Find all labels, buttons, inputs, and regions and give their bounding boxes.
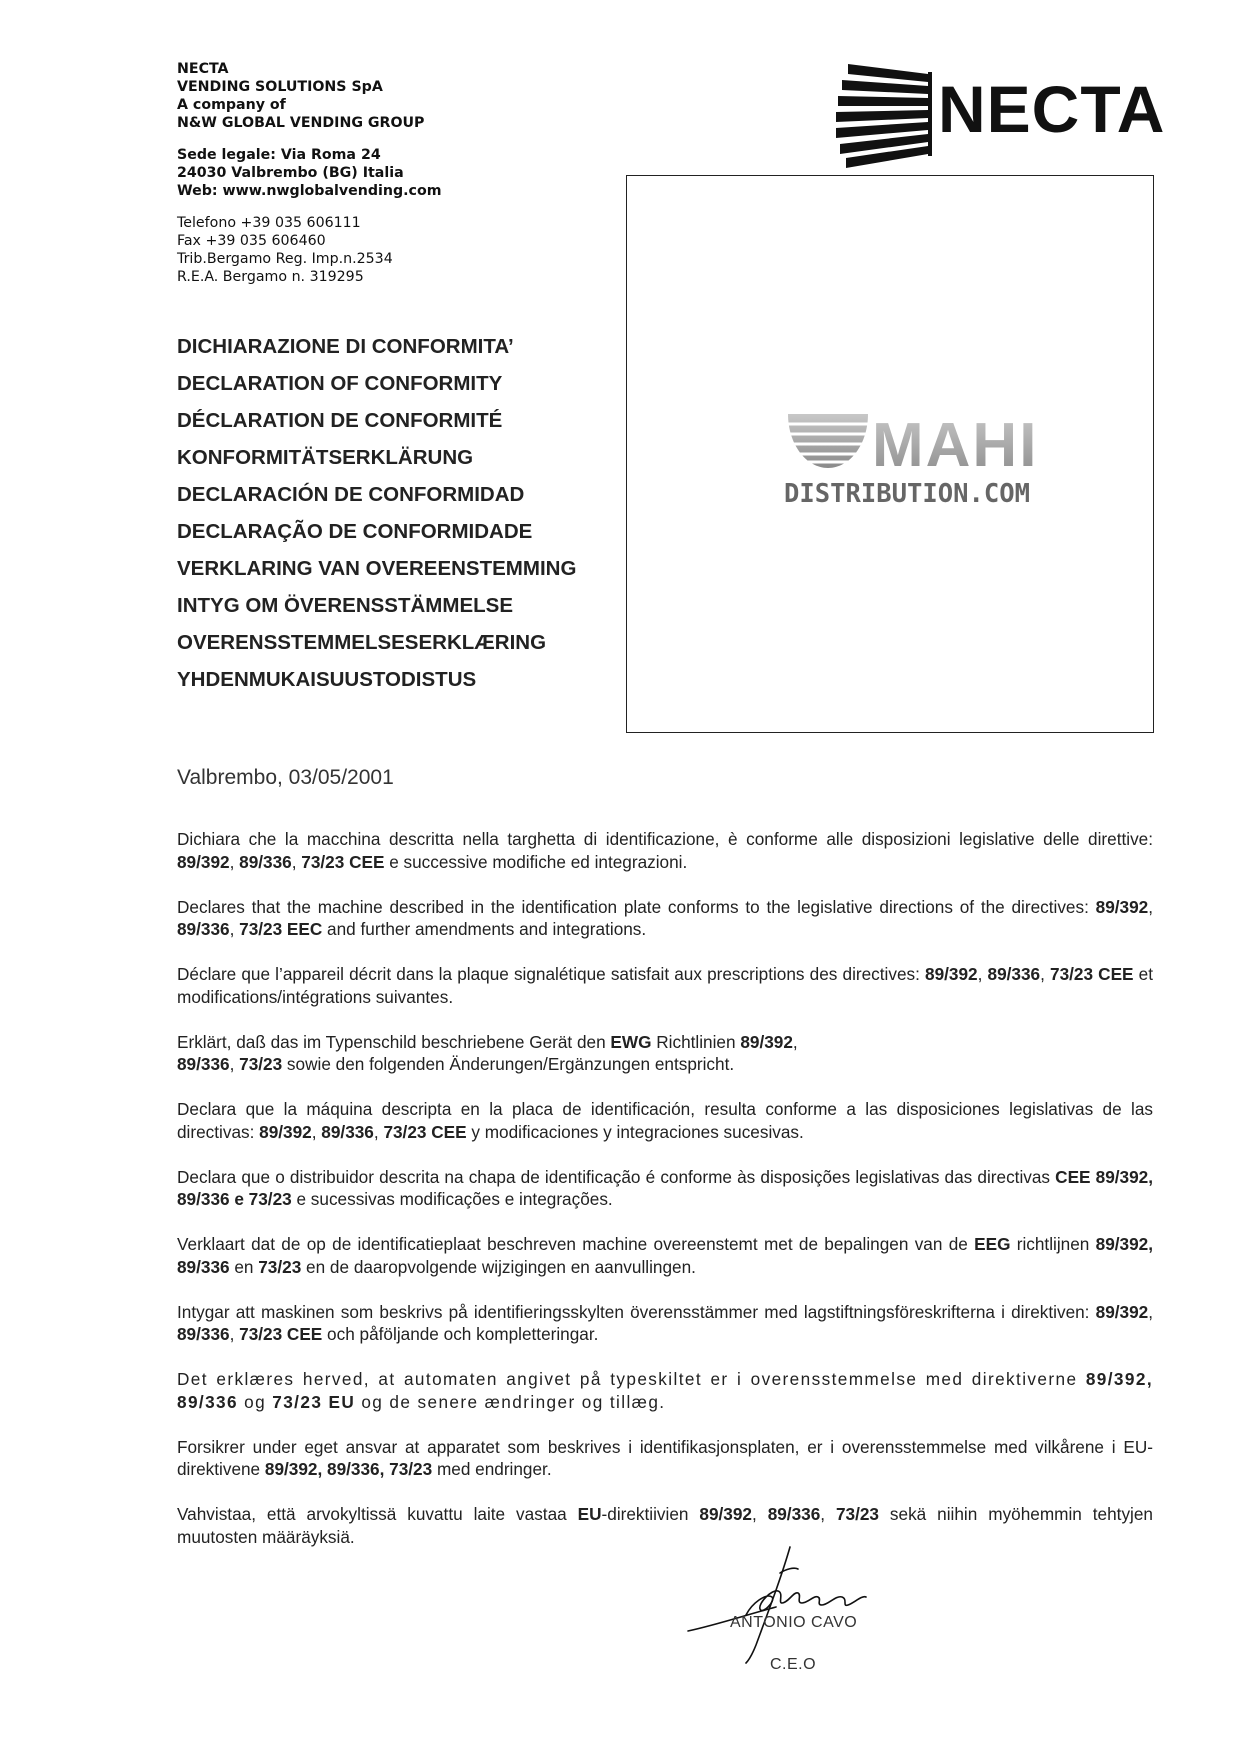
necta-wordmark: NECTA <box>938 72 1166 146</box>
handwritten-signature <box>686 1545 886 1665</box>
company-address-block <box>177 146 577 200</box>
contact-line: R.E.A. Bergamo n. 319295 <box>177 269 364 285</box>
watermark-mahi: MAHI <box>872 411 1039 480</box>
bowl-icon <box>788 414 868 468</box>
place-date: Valbrembo, 03/05/2001 <box>177 766 394 789</box>
watermark-distribution: DISTRIBUTION.COM <box>784 479 1030 509</box>
declaration-body <box>177 828 1153 1571</box>
company-name-line: N&W GLOBAL VENDING GROUP <box>177 115 425 131</box>
contact-line: Fax +39 035 606460 <box>177 233 326 249</box>
company-name-line: A company of <box>177 97 286 113</box>
declaration-paragraph: Declares that the machine described in the identification plate conforms to the legislative directions of the directives: 89/392, 89/336, 73/23 EEC and further amendments and integrations. <box>177 896 1153 939</box>
necta-logo <box>832 62 1166 168</box>
company-contact-block <box>177 214 577 286</box>
declaration-paragraph: Intygar att maskinen som beskrivs på identifieringsskylten överensstämmer med lagstiftningsföreskrifterna i direktiven: 89/392, 89/336, 73/23 CEE och påföljande och kompletteringar. <box>177 1301 1153 1344</box>
declaration-title: YHDENMUKAISUUSTODISTUS <box>177 668 477 691</box>
declaration-paragraph: Forsikrer under eget ansvar at apparatet som beskrives i identifikasjonsplaten, er i overensstemmelse med vilkårene i EU-direktivene 89/392, 89/336, 73/23 med endringer. <box>177 1436 1153 1479</box>
declaration-title: DECLARAÇÃO DE CONFORMIDADE <box>177 520 533 543</box>
declaration-title: INTYG OM ÖVERENSSTÄMMELSE <box>177 594 513 617</box>
declaration-title: DECLARATION OF CONFORMITY <box>177 372 503 395</box>
address-line: Sede legale: Via Roma 24 <box>177 147 381 163</box>
declaration-paragraph: Det erklæres herved, at automaten angivet på typeskiltet er i overensstemmelse med direktiverne 89/392, 89/336 og 73/23 EU og de senere ændringer og tillæg. <box>177 1369 1153 1412</box>
declaration-title: VERKLARING VAN OVEREENSTEMMING <box>177 557 577 580</box>
signer-role: C.E.O <box>770 1656 817 1673</box>
declaration-title: OVERENSSTEMMELSESERKLÆRING <box>177 631 547 654</box>
declaration-paragraph: Declara que o distribuidor descrita na chapa de identificação é conforme às disposições legislativas das directivas CEE 89/392, 89/336 e 73/23 e sucessivas modificações e integrações. <box>177 1166 1153 1209</box>
declaration-title: KONFORMITÄTSERKLÄRUNG <box>177 446 474 469</box>
declaration-titles <box>177 328 576 698</box>
declaration-paragraph: Verklaart dat de op de identificatieplaat beschreven machine overeenstemt met de bepalingen van de EEG richtlijnen 89/392, 89/336 en 73/23 en de daaropvolgende wijzigingen en aanvullingen. <box>177 1234 1153 1277</box>
declaration-paragraph: Dichiara che la macchina descritta nella targhetta di identificazione, è conforme alle disposizioni legislative delle direttive: 89/392, 89/336, 73/23 CEE e successive modifiche ed integrazioni. <box>177 829 1153 872</box>
declaration-paragraph: Declara que la máquina descripta en la placa de identificación, resulta conforme a las disposiciones legislativas de las directivas: 89/392, 89/336, 73/23 CEE y modificaciones y integraciones sucesivas. <box>177 1099 1153 1142</box>
declaration-title: DECLARACIÓN DE CONFORMIDAD <box>177 483 525 506</box>
contact-line: Telefono +39 035 606111 <box>177 215 361 231</box>
address-line: 24030 Valbrembo (BG) Italia <box>177 165 404 181</box>
company-name-line: NECTA <box>177 61 229 77</box>
declaration-paragraph: Erklärt, daß das im Typenschild beschriebene Gerät den EWG Richtlinien 89/392, 89/336, 73/23 sowie den folgenden Änderungen/Ergänzungen entspricht. <box>177 1031 798 1074</box>
company-name-line: VENDING SOLUTIONS SpA <box>177 79 383 95</box>
company-header <box>177 60 577 286</box>
declaration-title: DÉCLARATION DE CONFORMITÉ <box>177 409 503 432</box>
company-name-block <box>177 60 577 132</box>
address-line: Web: www.nwglobalvending.com <box>177 183 442 199</box>
contact-line: Trib.Bergamo Reg. Imp.n.2534 <box>177 251 393 267</box>
declaration-title: DICHIARAZIONE DI CONFORMITA’ <box>177 335 514 358</box>
necta-stripes-logo-icon <box>832 62 936 168</box>
mahi-distribution-watermark <box>784 410 1044 510</box>
declaration-paragraph: Déclare que l’appareil décrit dans la plaque signalétique satisfait aux prescriptions des directives: 89/392, 89/336, 73/23 CEE et modifications/intégrations suivantes. <box>177 964 1153 1007</box>
declaration-paragraph: Vahvistaa, että arvokyltissä kuvattu laite vastaa EU-direktiivien 89/392, 89/336, 73/23 sekä niihin myöhemmin tehtyjen muutosten määräyksiä. <box>177 1504 1153 1547</box>
signer-name: ANTONIO CAVO <box>730 1614 858 1631</box>
